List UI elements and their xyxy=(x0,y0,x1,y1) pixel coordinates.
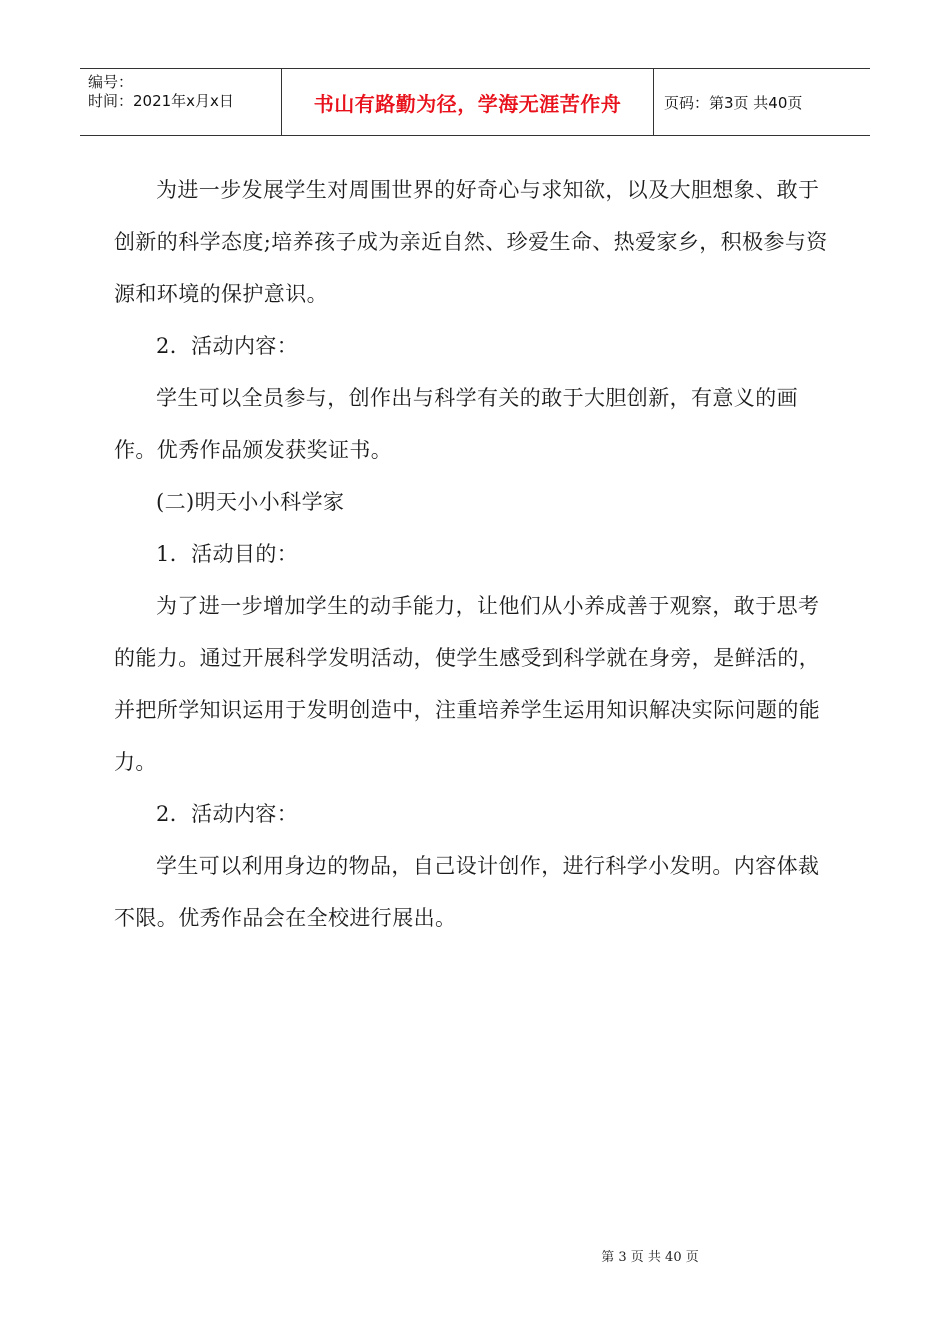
paragraph: (二)明天小小科学家 xyxy=(156,490,345,514)
page-footer xyxy=(0,1246,950,1265)
paragraph: 2．活动内容： xyxy=(156,802,299,826)
header-meta xyxy=(80,69,281,135)
paragraph: 为进一步发展学生对周围世界的好奇心与求知欲，以及大胆想象、敢于创新的科学态度;培养孩子成为亲近自然、珍爱生命、热爱家乡，积极参与资源和环境的保护意识。 xyxy=(114,178,828,306)
number-label: 编号： xyxy=(88,73,134,91)
document-body xyxy=(114,164,830,944)
paragraph: 学生可以全员参与，创作出与科学有关的敢于大胆创新，有意义的画作。优秀作品颁发获奖证书。 xyxy=(114,386,798,462)
page-header xyxy=(80,68,870,136)
header-page-info: 页码：第3页 共40页 xyxy=(664,93,803,112)
paragraph: 2．活动内容： xyxy=(156,334,299,358)
paragraph: 1．活动目的： xyxy=(156,542,299,566)
header-motto: 书山有路勤为径，学海无涯苦作舟 xyxy=(281,69,654,135)
paragraph: 为了进一步增加学生的动手能力，让他们从小养成善于观察，敢于思考的能力。通过开展科学发明活动，使学生感受到科学就在身旁，是鲜活的，并把所学知识运用于发明创造中，注重培养学生运用知识解决实际问题的能力。 xyxy=(114,594,821,774)
time-label: 时间：2021年x月x日 xyxy=(88,92,234,110)
footer-page-number: 第 3 页 共 40 页 xyxy=(601,1250,699,1265)
paragraph: 学生可以利用身边的物品，自己设计创作，进行科学小发明。内容体裁不限。优秀作品会在全校进行展出。 xyxy=(114,854,820,930)
